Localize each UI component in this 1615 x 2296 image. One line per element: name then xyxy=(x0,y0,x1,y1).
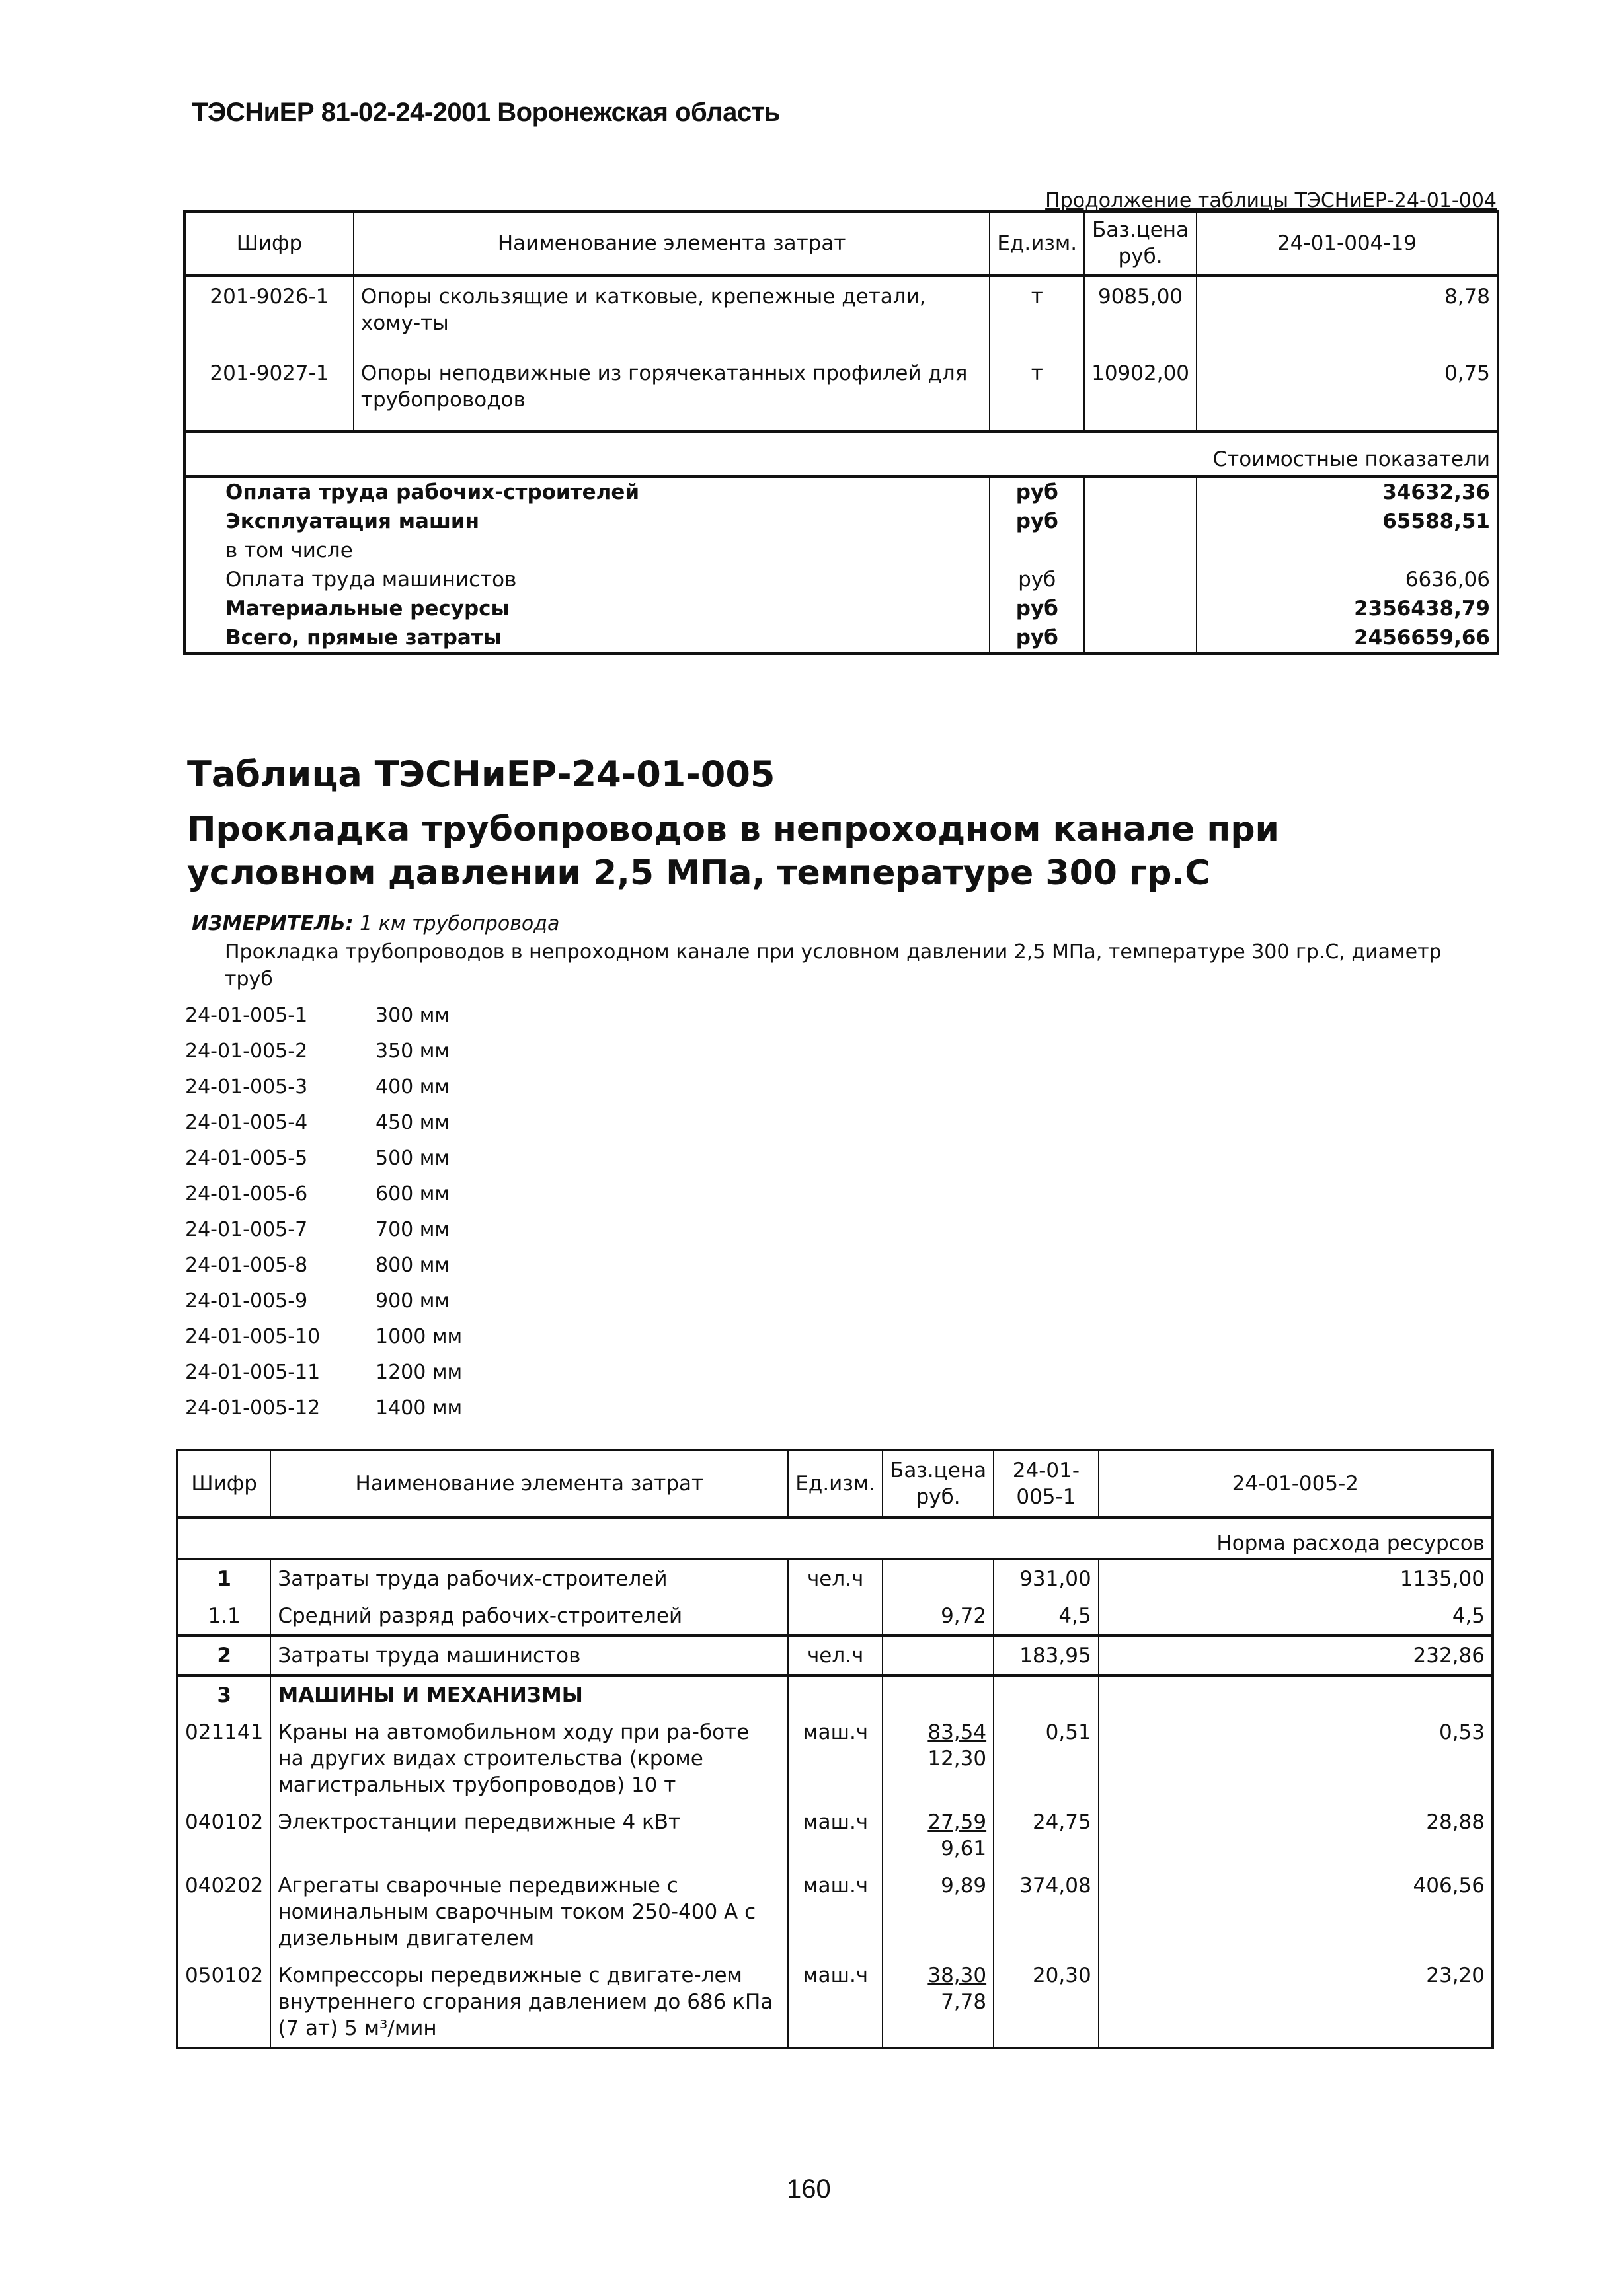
cell-norm-2: 232,86 xyxy=(1099,1636,1493,1675)
cost-row xyxy=(184,594,1498,623)
page-number: 160 xyxy=(787,2174,831,2203)
cell-name: Агрегаты сварочные передвижные с номинальным сварочным током 250-400 А с дизельным двигателем xyxy=(270,1867,788,1957)
table-row xyxy=(177,1714,1493,1804)
code-item: 24-01-005-2 350 мм xyxy=(185,1040,450,1063)
cell-norm-1: 20,30 xyxy=(994,1957,1099,2048)
cost-name: в том числе xyxy=(225,539,353,562)
cost-unit xyxy=(990,536,1084,565)
table-subtitle: Прокладка трубопроводов в непроходном канале при условном давлении 2,5 МПа, температуре 300 гр.С xyxy=(187,810,1279,893)
col-header-norm-2: 24-01-005-2 xyxy=(1099,1450,1493,1518)
cell-unit: маш.ч xyxy=(788,1714,883,1804)
col-header-name: Наименование элемента затрат xyxy=(270,1450,788,1518)
code-item: 24-01-005-12 1400 мм xyxy=(185,1397,463,1420)
cell-norm-2: 0,53 xyxy=(1099,1714,1493,1804)
cost-unit: руб xyxy=(990,507,1084,536)
cell-code: 021141 xyxy=(185,1720,264,1744)
cell-unit: чел.ч xyxy=(788,1559,883,1597)
table-title: Таблица ТЭСНиЕР-24-01-005 xyxy=(187,753,775,795)
cell-value: 0,75 xyxy=(1197,354,1498,432)
cost-row xyxy=(184,477,1498,507)
cost-row xyxy=(184,536,1498,565)
cell-norm-2: 28,88 xyxy=(1099,1804,1493,1867)
code-item: 24-01-005-3 400 мм xyxy=(185,1075,450,1098)
table-row xyxy=(177,1957,1493,2048)
cell-price: 27,59 9,61 xyxy=(883,1804,994,1867)
table-row xyxy=(184,354,1498,432)
cost-value xyxy=(1197,536,1498,565)
cell-price: 38,30 7,78 xyxy=(883,1957,994,2048)
cell-code: 040202 xyxy=(185,1874,264,1897)
code-item: 24-01-005-5 500 мм xyxy=(185,1147,450,1170)
section-label: Норма расхода ресурсов xyxy=(177,1518,1493,1560)
cost-value: 65588,51 xyxy=(1197,507,1498,536)
cell-norm-1: 374,08 xyxy=(994,1867,1099,1957)
cell-norm-1: 0,51 xyxy=(994,1714,1099,1804)
col-header-price: Баз.цена руб. xyxy=(1084,211,1197,276)
cell-norm-1: 183,95 xyxy=(994,1636,1099,1675)
table-row xyxy=(177,1804,1493,1867)
cell-name: Затраты труда рабочих-строителей xyxy=(270,1559,788,1597)
table-row xyxy=(177,1675,1493,1714)
cell-price xyxy=(883,1636,994,1675)
col-header-unit: Ед.изм. xyxy=(788,1450,883,1518)
section-row xyxy=(184,432,1498,477)
cell-norm-2: 406,56 xyxy=(1099,1867,1493,1957)
cell-name: Компрессоры передвижные с двигате-лем внутреннего сгорания давлением до 686 кПа (7 ат) 5 м³/мин xyxy=(270,1957,788,2048)
cell-norm-2: 23,20 xyxy=(1099,1957,1493,2048)
cost-value: 34632,36 xyxy=(1197,477,1498,507)
cost-value: 2356438,79 xyxy=(1197,594,1498,623)
cost-unit: руб xyxy=(990,565,1084,594)
col-header-unit: Ед.изм. xyxy=(990,211,1084,276)
cell-price: 9085,00 xyxy=(1084,276,1197,354)
meter-line xyxy=(192,912,559,935)
cost-value: 2456659,66 xyxy=(1197,623,1498,654)
meter-value: 1 км трубопровода xyxy=(360,912,560,935)
cell-name: Опоры неподвижные из горячекатанных профилей для трубопроводов xyxy=(354,354,990,432)
col-header-code: Шифр xyxy=(184,211,354,276)
cell-code: 201-9027-1 xyxy=(210,362,329,385)
cost-name: Эксплуатация машин xyxy=(225,510,480,533)
section-label: Стоимостные показатели xyxy=(184,432,1498,477)
table-continuation-caption: Продолжение таблицы ТЭСНиЕР-24-01-004 xyxy=(1045,189,1497,212)
cell-norm-2: 4,5 xyxy=(1099,1597,1493,1636)
cell-price: 9,72 xyxy=(883,1597,994,1636)
cell-code: 2 xyxy=(177,1636,270,1675)
table-row xyxy=(177,1559,1493,1597)
cost-row xyxy=(184,507,1498,536)
cell-code: 1 xyxy=(217,1567,231,1591)
col-header-price: Баз.цена руб. xyxy=(883,1450,994,1518)
cell-value: 8,78 xyxy=(1197,276,1498,354)
cost-name: Всего, прямые затраты xyxy=(225,626,502,650)
cost-unit: руб xyxy=(990,477,1084,507)
cost-row xyxy=(184,565,1498,594)
cell-unit xyxy=(788,1597,883,1636)
cell-price: 9,89 xyxy=(883,1867,994,1957)
cell-name: Краны на автомобильном ходу при ра-боте на других видах строительства (кроме магистральных трубопроводов) 10 т xyxy=(270,1714,788,1804)
code-item: 24-01-005-4 450 мм xyxy=(185,1111,450,1134)
cell-price: 83,54 12,30 xyxy=(883,1714,994,1804)
document-header: ТЭСНиЕР 81-02-24-2001 Воронежская область xyxy=(192,98,780,127)
cell-code: 040102 xyxy=(185,1810,264,1834)
cost-unit: руб xyxy=(990,623,1084,654)
cost-unit: руб xyxy=(990,594,1084,623)
meter-label: ИЗМЕРИТЕЛЬ: xyxy=(192,912,354,935)
code-item: 24-01-005-10 1000 мм xyxy=(185,1325,463,1348)
cell-norm-2: 1135,00 xyxy=(1099,1559,1493,1597)
cell-unit: маш.ч xyxy=(788,1804,883,1867)
col-header-norm-1: 24-01-005-1 xyxy=(994,1450,1099,1518)
table-row xyxy=(177,1636,1493,1675)
cell-code: 3 xyxy=(177,1675,270,1714)
cell-code: 1.1 xyxy=(208,1604,241,1628)
resource-table-24-01-005 xyxy=(176,1449,1494,2049)
cell-name: Затраты труда машинистов xyxy=(270,1636,788,1675)
code-item: 24-01-005-1 300 мм xyxy=(185,1004,450,1027)
code-item: 24-01-005-6 600 мм xyxy=(185,1182,450,1205)
table-header-row xyxy=(177,1450,1493,1518)
table-row xyxy=(184,276,1498,354)
cell-norm-1: 4,5 xyxy=(994,1597,1099,1636)
cell-name: МАШИНЫ И МЕХАНИЗМЫ xyxy=(270,1675,788,1714)
cell-unit: маш.ч xyxy=(788,1957,883,2048)
code-list xyxy=(185,998,462,1426)
cost-value: 6636,06 xyxy=(1197,565,1498,594)
cell-name: Электростанции передвижные 4 кВт xyxy=(270,1804,788,1867)
cell-name: Опоры скользящие и катковые, крепежные детали, хому-ты xyxy=(354,276,990,354)
code-item: 24-01-005-8 800 мм xyxy=(185,1254,450,1277)
cell-unit: т xyxy=(990,354,1084,432)
cell-norm-1: 24,75 xyxy=(994,1804,1099,1867)
cell-price: 10902,00 xyxy=(1084,354,1197,432)
cell-name: Средний разряд рабочих-строителей xyxy=(270,1597,788,1636)
cell-price xyxy=(883,1559,994,1597)
code-item: 24-01-005-9 900 мм xyxy=(185,1289,450,1313)
work-description: Прокладка трубопроводов в непроходном канале при условном давлении 2,5 МПа, температуре 300 гр.С, диаметр труб xyxy=(225,940,1442,991)
cost-name: Материальные ресурсы xyxy=(225,597,510,621)
cell-code: 201-9026-1 xyxy=(210,285,329,309)
cell-norm-1: 931,00 xyxy=(994,1559,1099,1597)
cost-name: Оплата труда машинистов xyxy=(225,568,517,592)
code-item: 24-01-005-7 700 мм xyxy=(185,1218,450,1241)
cell-code: 050102 xyxy=(185,1964,264,1987)
col-header-name: Наименование элемента затрат xyxy=(354,211,990,276)
cell-unit: чел.ч xyxy=(788,1636,883,1675)
col-header-code: Шифр xyxy=(177,1450,270,1518)
table-row xyxy=(177,1867,1493,1957)
cell-unit: т xyxy=(990,276,1084,354)
cell-unit: маш.ч xyxy=(788,1867,883,1957)
cost-name: Оплата труда рабочих-строителей xyxy=(225,480,640,504)
section-row xyxy=(177,1518,1493,1560)
table-row xyxy=(177,1597,1493,1636)
resource-table-24-01-004 xyxy=(183,210,1499,655)
col-header-norm: 24-01-004-19 xyxy=(1197,211,1498,276)
code-item: 24-01-005-11 1200 мм xyxy=(185,1361,463,1384)
table-header-row xyxy=(184,211,1498,276)
cost-row xyxy=(184,623,1498,654)
